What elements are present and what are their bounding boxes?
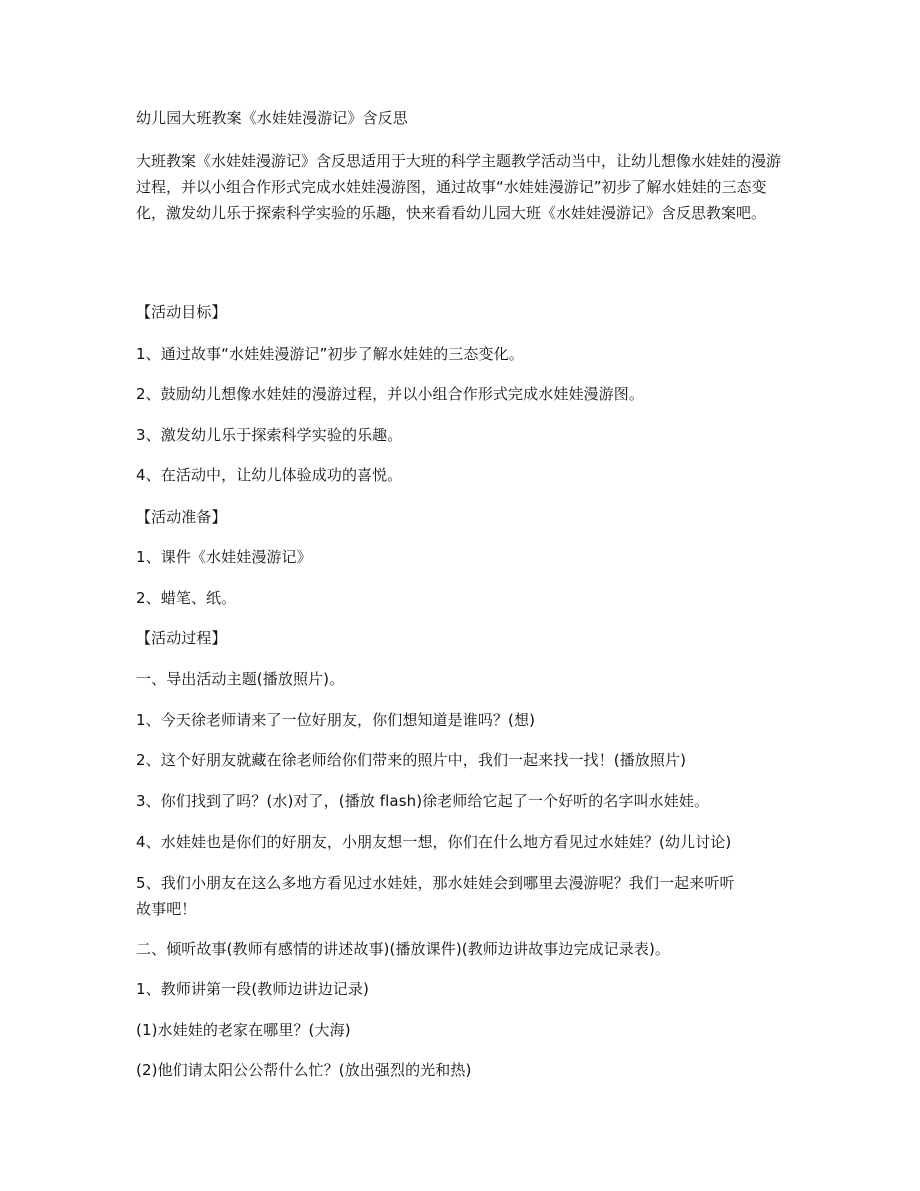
process-item: 1、今天徐老师请来了一位好朋友，你们想知道是谁吗？(想): [136, 711, 536, 729]
prep-item: 2、蜡笔、纸。: [136, 589, 237, 607]
prep-heading: 【活动准备】: [136, 508, 227, 526]
goal-item: 3、激发幼儿乐于探索科学实验的乐趣。: [136, 426, 403, 444]
process-item-continued: 故事吧！: [136, 900, 197, 918]
process-item: (2)他们请太阳公公帮什么忙？(放出强烈的光和热): [136, 1061, 472, 1079]
process-item: 2、这个好朋友就藏在徐老师给你们带来的照片中，我们一起来找一找！(播放照片): [136, 751, 687, 769]
goal-item: 1、通过故事“水娃娃漫游记”初步了解水娃娃的三态变化。: [136, 345, 524, 363]
section-heading: 一、导出活动主题(播放照片)。: [136, 670, 345, 688]
section-heading: 二、倾听故事(教师有感情的讲述故事)(播放课件)(教师边讲故事边完成记录表)。: [136, 940, 671, 958]
process-item: 4、水娃娃也是你们的好朋友，小朋友想一想，你们在什么地方看见过水娃娃？(幼儿讨论): [136, 833, 732, 851]
document-title: 幼儿园大班教案《水娃娃漫游记》含反思: [136, 109, 408, 127]
goal-item: 4、在活动中，让幼儿体验成功的喜悦。: [136, 466, 403, 484]
prep-item: 1、课件《水娃娃漫游记》: [136, 548, 312, 566]
process-item: 1、教师讲第一段(教师边讲边记录): [136, 980, 369, 998]
process-item: 3、你们找到了吗？(水)对了，(播放 flash)徐老师给它起了一个好听的名字叫水娃娃。: [136, 792, 710, 810]
goal-item: 2、鼓励幼儿想像水娃娃的漫游过程，并以小组合作形式完成水娃娃漫游图。: [136, 385, 644, 403]
goals-heading: 【活动目标】: [136, 303, 227, 321]
process-item: (1)水娃娃的老家在哪里？(大海): [136, 1021, 351, 1039]
intro-paragraph: 大班教案《水娃娃漫游记》含反思适用于大班的科学主题教学活动当中，让幼儿想像水娃娃的漫游过程，并以小组合作形式完成水娃娃漫游图，通过故事“水娃娃漫游记”初步了解水娃娃的三态变化，激发幼儿乐于探索科学实验的乐趣，快来看看幼儿园大班《水娃娃漫游记》含反思教案吧。: [136, 152, 782, 222]
process-heading: 【活动过程】: [136, 629, 227, 647]
process-item: 5、我们小朋友在这么多地方看见过水娃娃，那水娃娃会到哪里去漫游呢？我们一起来听听: [136, 874, 735, 892]
